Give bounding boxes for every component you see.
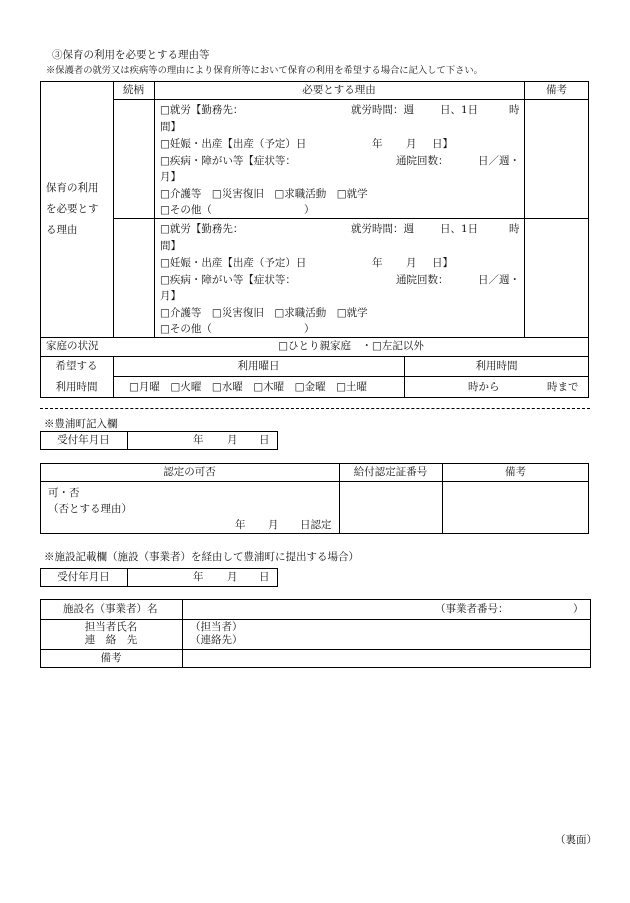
approval-reason-no: （否とする理由） (48, 503, 132, 515)
family-options[interactable]: □ひとり親家庭 ・□左記以外 (278, 340, 424, 352)
hospital-visits-unit: 日／週・ (478, 155, 520, 167)
other-reasons-line[interactable]: □介護等 □災害復旧 □求職活動 □就学 (160, 188, 368, 200)
section-title: ③保育の利用を必要とする理由等 (52, 49, 210, 61)
town-received-label: 受付年月日 (57, 434, 110, 446)
other-reasons-line[interactable]: □介護等 □災害復旧 □求職活動 □就学 (160, 307, 368, 319)
approval-yes-no[interactable]: 可・否 (48, 487, 80, 499)
usage-days[interactable]: □月曜 □火曜 □水曜 □木曜 □金曜 □土曜 (129, 381, 368, 393)
illness-close: 月】 (160, 290, 181, 302)
birth-line[interactable]: □妊娠・出産【出産（予定）日 (160, 138, 307, 150)
illness-line[interactable]: □疾病・障がい等【症状等： (160, 274, 296, 286)
birth-month: 月 (406, 138, 417, 150)
other-close: ） (304, 204, 315, 216)
approval-header: 認定の可否 (163, 466, 216, 478)
birth-year: 年 (372, 138, 383, 150)
business-number-close: ） (573, 603, 584, 615)
facility-name-label: 施設名（事業者）名 (63, 603, 158, 615)
birth-day: 日】 (432, 257, 453, 269)
work-line[interactable]: □就労【勤務先： (160, 104, 244, 116)
facility-remarks-label: 備考 (100, 652, 122, 664)
work-hours-unit: 時 (509, 104, 520, 116)
town-day: 日 (259, 434, 270, 446)
cut-line (40, 408, 590, 409)
other-line[interactable]: □その他（ (160, 204, 212, 216)
approval-day: 日認定 (300, 519, 332, 531)
page-side-label: （裏面） (555, 834, 597, 846)
row-label-line1: 保育の利用 (46, 182, 99, 194)
birth-month: 月 (406, 257, 417, 269)
row-label-line2: を必要とす (46, 203, 99, 215)
staff-name-value[interactable]: （担当者） (190, 621, 243, 633)
illness-line[interactable]: □疾病・障がい等【症状等： (160, 155, 296, 167)
header-reason: 必要とする理由 (302, 84, 376, 96)
work-hours-day: 日、1日 (440, 223, 479, 235)
work-hours-week: 就労時間：週 (351, 223, 414, 235)
town-year: 年 (193, 434, 204, 446)
illness-close: 月】 (160, 171, 181, 183)
facility-received-label: 受付年月日 (57, 571, 110, 583)
hospital-visits: 通院回数： (396, 274, 449, 286)
other-close: ） (304, 323, 315, 335)
work-hours-unit: 時 (509, 223, 520, 235)
contact-label: 連 絡 先 (84, 634, 138, 646)
row-label-line3: る理由 (46, 224, 78, 236)
approval-year: 年 (235, 519, 246, 531)
work-hours-day: 日、1日 (440, 104, 479, 116)
staff-name-label: 担当者氏名 (84, 621, 138, 633)
usage-from: 時から (468, 381, 500, 393)
cert-number-header: 給付認定証番号 (353, 466, 428, 478)
contact-value[interactable]: （連絡先） (190, 634, 243, 646)
birth-day: 日】 (432, 138, 453, 150)
approval-remarks-header: 備考 (505, 466, 526, 478)
other-line[interactable]: □その他（ (160, 323, 212, 335)
usage-label-line2: 利用時間 (55, 381, 98, 393)
hospital-visits: 通院回数： (396, 155, 449, 167)
work-line[interactable]: □就労【勤務先： (160, 223, 244, 235)
facility-year: 年 (193, 571, 204, 583)
work-close: 間】 (160, 240, 181, 252)
facility-section-title: ※施設記載欄（施設（事業者）を経由して豊浦町に提出する場合） (44, 551, 359, 563)
usage-label-line1: 希望する (55, 360, 98, 372)
town-month: 月 (227, 434, 238, 446)
work-hours-week: 就労時間：週 (351, 104, 414, 116)
birth-line[interactable]: □妊娠・出産【出産（予定）日 (160, 257, 307, 269)
hospital-visits-unit: 日／週・ (478, 274, 520, 286)
usage-days-header: 利用曜日 (237, 360, 280, 372)
business-number-label: （事業者番号： (435, 603, 509, 615)
approval-month: 月 (268, 519, 279, 531)
work-close: 間】 (160, 121, 181, 133)
header-relation: 続柄 (123, 84, 144, 96)
usage-time-header: 利用時間 (475, 360, 518, 372)
family-label: 家庭の状況 (46, 340, 99, 352)
usage-to: 時まで (547, 381, 579, 393)
facility-month: 月 (227, 571, 238, 583)
birth-year: 年 (372, 257, 383, 269)
facility-day: 日 (259, 571, 270, 583)
header-remarks: 備考 (546, 84, 567, 96)
section-note: ※保護者の就労又は疾病等の理由により保育所等において保育の利用を希望する場合に記入して下さい。 (46, 65, 483, 76)
town-section-title: ※豊浦町記入欄 (44, 418, 118, 430)
